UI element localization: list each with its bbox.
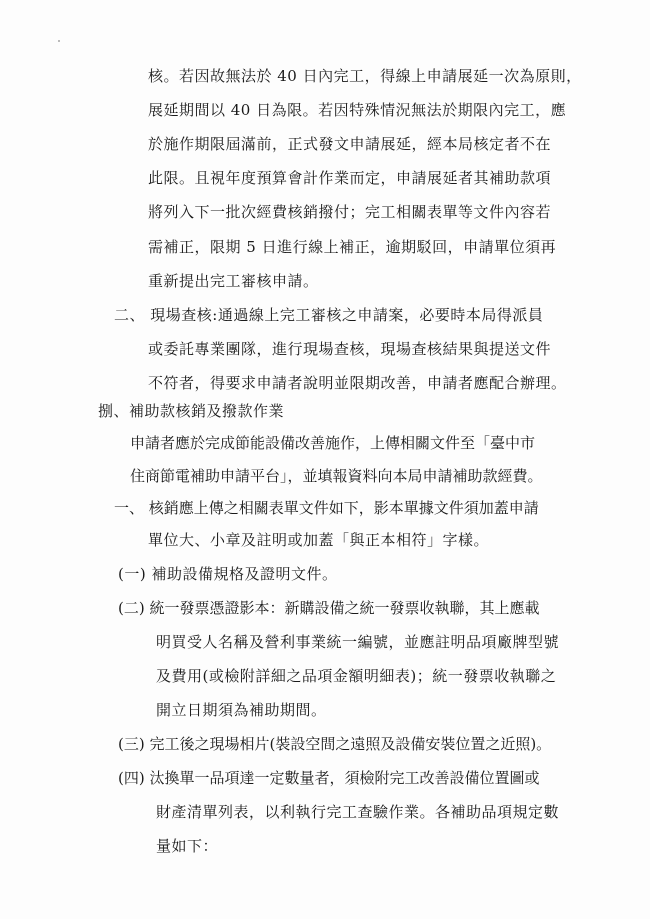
text-line: 於施作期限屆滿前，正式發文申請展延，經本局核定者不在 — [148, 135, 552, 153]
subitem-1: (一) 補助設備規格及證明文件。 — [118, 565, 338, 583]
text-line: 不符者，得要求申請者說明並限期改善，申請者應配合辦理。 — [148, 374, 567, 392]
text-line: 展延期間以 40 日為限。若因特殊情況無法於期限內完工，應 — [148, 101, 567, 119]
scan-speck — [58, 40, 60, 42]
text-line: 或委託專業團隊，進行現場查核，現場查核結果與提送文件 — [148, 340, 552, 358]
text-line: 財產清單列表，以利執行完工查驗作業。各補助品項規定數 — [156, 803, 560, 821]
subitem-4: (四) 汰換單一品項達一定數量者，須檢附完工改善設備位置圖或 — [118, 769, 540, 787]
text-line: 單位大、小章及註明或加蓋「與正本相符」字樣。 — [148, 531, 490, 549]
text-line: 明買受人名稱及營利事業統一編號，並應註明品項廠牌型號 — [156, 633, 560, 651]
subitem-2: (二) 統一發票憑證影本：新購設備之統一發票收執聯，其上應載 — [118, 599, 540, 617]
item-one-heading: 一、 核銷應上傳之相關表單文件如下，影本單據文件須加蓋申請 — [114, 499, 539, 517]
text-line: 此限。且視年度預算會計作業而定，申請展延者其補助款項 — [148, 169, 552, 187]
text-line: 將列入下一批次經費核銷撥付；完工相關表單等文件內容若 — [148, 203, 552, 221]
text-line: 申請者應於完成節能設備改善施作，上傳相關文件至「臺中市 — [130, 434, 536, 452]
text-line: 及費用(或檢附詳細之品項金額明細表)；統一發票收執聯之 — [156, 667, 557, 685]
text-line: 住商節電補助申請平台」，並填報資料向本局申請補助款經費。 — [130, 467, 543, 485]
text-line: 核。若因故無法於 40 日內完工，得線上申請展延一次為原則， — [148, 67, 582, 85]
text-line: 量如下： — [156, 837, 219, 855]
subitem-3: (三) 完工後之現場相片(裝設空間之遠照及設備安裝位置之近照)。 — [118, 735, 552, 753]
text-line: 重新提出完工審核申請。 — [148, 272, 319, 290]
section-two-heading: 二、 現場查核:通過線上完工審核之申請案，必要時本局得派員 — [114, 306, 544, 324]
text-line: 開立日期須為補助期間。 — [156, 701, 327, 719]
chapter-heading: 捌、補助款核銷及撥款作業 — [98, 402, 285, 420]
text-line: 需補正，限期 5 日進行線上補正，逾期駁回，申請單位須再 — [148, 238, 557, 256]
